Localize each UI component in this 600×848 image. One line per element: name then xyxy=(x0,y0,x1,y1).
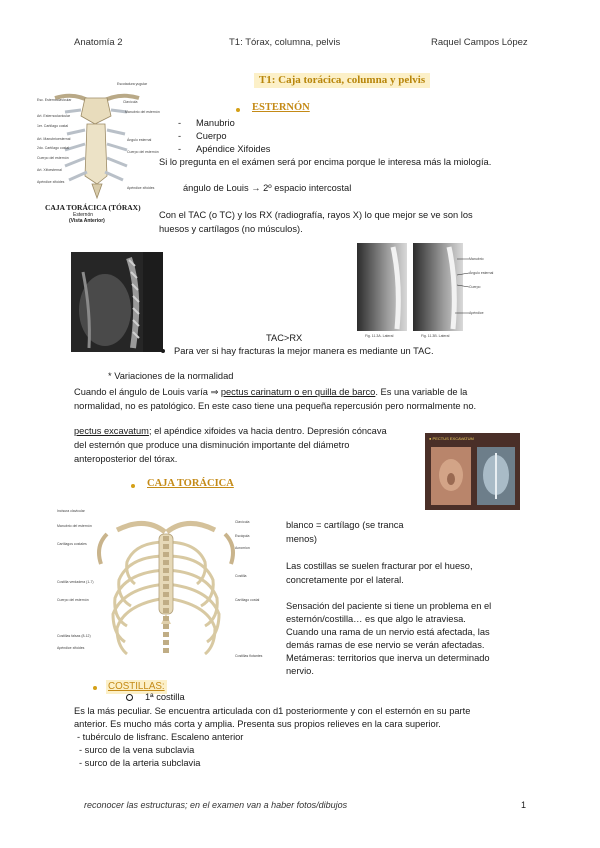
fracture-note-line1: Las costillas se suelen fracturar por el hueso, xyxy=(286,561,473,571)
ribcage-label-right-0: Clavícula xyxy=(235,520,250,524)
sternum-label-left-3: Art. Manubrioesternal xyxy=(37,137,71,141)
footer-note: reconocer las estructuras; en el examen van a haber fotos/dibujos xyxy=(84,800,348,810)
variations-heading: * Variaciones de la normalidad xyxy=(108,371,234,381)
sternum-figure xyxy=(35,80,160,230)
sternum-item-manubrio: Manubrio xyxy=(196,118,235,128)
ribcage-label-left-5: Costillas falsas (8-12) xyxy=(57,634,91,638)
excavatum-line2: del esternón que produce una disminución importante del diámetro xyxy=(74,440,350,450)
exam-note: Si lo pregunta en el exámen será por encima porque le interesa más la miología. xyxy=(159,157,492,167)
tac-paragraph-line2: huesos y cartílagos (no músculos). xyxy=(159,224,303,234)
pain-note-line3: Cuando una rama de un nervio está afectada, las xyxy=(286,627,490,637)
pain-note-line4: demás ramas de ese nervio se verán afectadas. xyxy=(286,640,485,650)
section-bullet xyxy=(131,484,135,488)
ct-scan-image xyxy=(71,252,163,352)
section-bullet xyxy=(93,686,97,690)
excavatum-term: pectus excavatum xyxy=(74,426,149,436)
list-dash: - xyxy=(178,131,182,141)
sternum-label-right-2: Manubrio del esternón xyxy=(125,110,160,114)
sternum-view: (Vista Anterior) xyxy=(69,218,105,224)
page-number: 1 xyxy=(521,800,527,810)
excavatum-line3: anteroposterior del tórax. xyxy=(74,454,178,464)
first-rib-feature: - surco de la arteria subclavia xyxy=(79,758,201,768)
excavatum-banner: ● PECTUS EXCAVATUM xyxy=(429,436,474,441)
sternum-caption: CAJA TORÁCICA (TÓRAX) xyxy=(45,203,141,212)
sternum-label-left-1: Art. Esternoclavicular xyxy=(37,114,71,118)
xray-label-2: Cuerpo xyxy=(469,285,481,289)
header-right: Raquel Campos López xyxy=(431,37,528,48)
sternum-item-xifoides: Apéndice Xifoides xyxy=(196,144,271,154)
ribcage-label-right-2: Acromion xyxy=(235,546,250,550)
list-bullet xyxy=(161,349,165,353)
pectus-excavatum-image xyxy=(425,433,520,510)
sternum-label-right-1: Clavícula xyxy=(123,100,138,104)
carinatum-pre: Cuando el ángulo de Louis varía ⇒ xyxy=(74,387,221,397)
pain-note-line1: Sensación del paciente si tiene un problema en el xyxy=(286,601,492,611)
sternum-label-right-3: Ángulo esternal xyxy=(127,138,152,142)
sternum-heading: ESTERNÓN xyxy=(252,102,310,113)
sternum-label-right-5: Apéndice xifoides xyxy=(127,186,155,190)
carinatum-term: pectus carinatum o en quilla de barco xyxy=(220,387,376,397)
sternum-item-cuerpo: Cuerpo xyxy=(196,131,227,141)
fracture-note: Para ver si hay fracturas la mejor manera es mediante un TAC. xyxy=(174,346,434,356)
sternum-label-left-6: Art. Xifoesternal xyxy=(37,168,62,172)
ribcage-label-left-6: Apéndice xifoides xyxy=(57,646,85,650)
section-bullet xyxy=(236,108,240,112)
first-rib-desc-line1: Es la más peculiar. Se encuentra articulada con d1 posteriormente y con el esternón en su parte xyxy=(74,706,471,716)
list-dash: - xyxy=(178,118,182,128)
ribcage-label-right-4: Cartílago costal xyxy=(235,598,260,602)
pain-note-line6: nervio. xyxy=(286,666,314,676)
sternum-subcaption: Esternón xyxy=(73,212,94,218)
ribs-heading: COSTILLAS: xyxy=(108,681,165,692)
louis-angle-note: ángulo de Louis → 2º espacio intercostal xyxy=(183,183,352,193)
cartilage-note-line2: menos) xyxy=(286,534,318,544)
first-rib-desc-line2: anterior. Es mucho más corta y amplia. Presenta sus propios relieves en la cara superior. xyxy=(74,719,441,729)
first-rib-feature: - tubérculo de lisfranc. Escaleno anterior xyxy=(77,732,244,742)
ribcage-label-left-0: Incisura clavicular xyxy=(57,509,85,513)
cartilage-note-line1: blanco = cartílago (se tranca xyxy=(286,520,404,530)
sublist-bullet xyxy=(126,694,133,701)
ribcage-label-left-1: Manubrio del esternón xyxy=(57,524,92,528)
first-rib-feature: - surco de la vena subclavia xyxy=(79,745,195,755)
fracture-note-line2: concretamente por el lateral. xyxy=(286,575,404,585)
excavatum-text: ; el apéndice xifoides va hacia dentro. Depresión cóncava xyxy=(148,426,387,436)
list-dash: - xyxy=(178,144,182,154)
xray-caption-a: Fig. 11.3A. Lateral xyxy=(365,334,394,338)
ribcage-label-right-5: Costillas flotantes xyxy=(235,654,263,658)
carinatum-line1 xyxy=(74,385,467,399)
sternum-label-right-4: Cuerpo del esternón xyxy=(127,150,159,154)
ribcage-label-left-2: Cartílagos costales xyxy=(57,542,87,546)
tac-rx-note: TAC>RX xyxy=(266,333,303,343)
sternum-label-left-0: Esc. Esternoclavicular xyxy=(37,98,72,102)
carinatum-post: . Es una variable de la xyxy=(375,387,468,397)
sternum-label-left-5: Cuerpo del esternón xyxy=(37,156,69,160)
tac-paragraph-line1: Con el TAC (o TC) y los RX (radiografía, rayos X) lo que mejor se ve son los xyxy=(159,210,473,220)
ribcage-heading: CAJA TORÁCICA xyxy=(147,478,234,489)
xray-label-3: Apéndice xyxy=(469,311,484,315)
header-center: T1: Tórax, columna, pelvis xyxy=(229,37,341,48)
ribcage-label-left-3: Costilla verdadera (1-7) xyxy=(57,580,94,584)
xray-label-1: Ángulo esternal xyxy=(469,271,494,275)
ribcage-illustration xyxy=(55,506,278,666)
sternum-label-left-4: 2do. Cartílago costal xyxy=(37,146,70,150)
first-rib-heading: 1ª costilla xyxy=(145,692,185,702)
ribcage-label-right-3: Costilla xyxy=(235,574,247,578)
sternum-label-left-2: 1er. Cartílago costal xyxy=(37,124,69,128)
sternum-label-right-0: Escotadura yugular xyxy=(117,82,148,86)
xray-figure xyxy=(357,243,497,343)
ribcage-figure xyxy=(55,506,278,666)
sternum-label-left-7: Apéndice xifoides xyxy=(37,180,65,184)
ribcage-label-right-1: Escápula xyxy=(235,534,250,538)
carinatum-line2: normalidad, no es patológico. En este caso tiene una pequeña repercusión pero normalmente no. xyxy=(74,401,477,411)
pain-note-line5: Metámeras: territorios que inerva un determinado xyxy=(286,653,490,663)
header-left: Anatomía 2 xyxy=(74,37,123,48)
excavatum-line1 xyxy=(74,424,387,438)
pain-note-line2: esternón/costilla… es que algo le atraviesa. xyxy=(286,614,466,624)
xray-caption-b: Fig. 11.3B. Lateral xyxy=(421,334,450,338)
ribcage-label-left-4: Cuerpo del esternón xyxy=(57,598,89,602)
page-title: T1: Caja torácica, columna y pelvis xyxy=(254,73,430,88)
xray-label-0: Manubrio xyxy=(469,257,484,261)
